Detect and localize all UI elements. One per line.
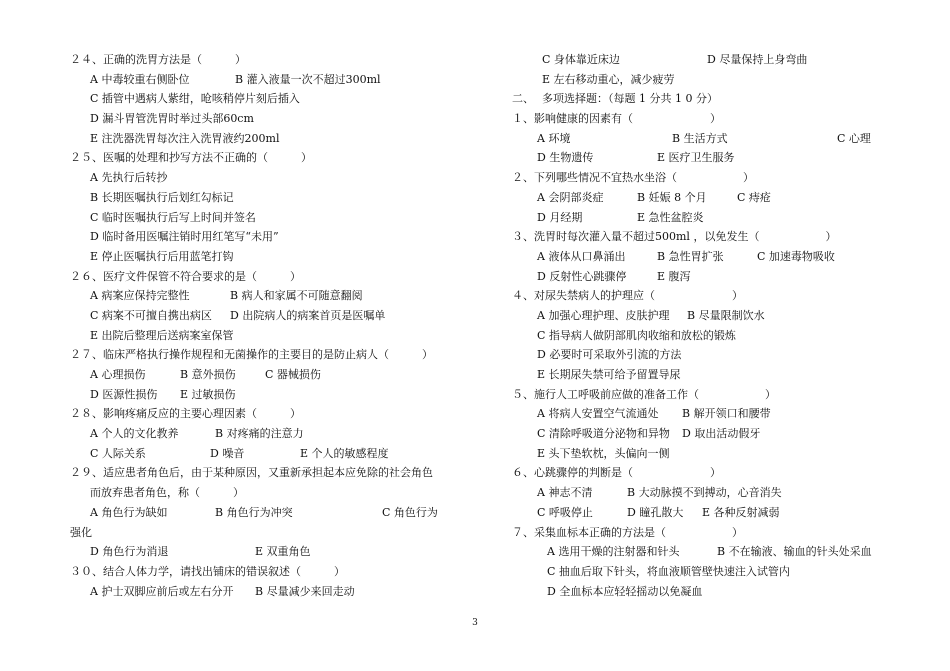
option-text: E 头下垫软枕，头偏向一侧 — [537, 446, 670, 460]
question-text: 二、 — [512, 92, 534, 106]
question-text: ２９、适应患者角色后，由于某种原因，又重新承担起本应免除的社会角色 — [70, 466, 433, 480]
option-text: E 出院后整理后送病案室保管 — [90, 328, 234, 342]
option-line — [512, 444, 902, 464]
option-text: A 神志不清 — [537, 486, 593, 500]
question-line — [512, 227, 902, 247]
option-text: C 呼吸停止 — [537, 505, 593, 519]
page-number: 3 — [472, 618, 478, 628]
question-text: ４、对尿失禁病人的护理应（ ） — [512, 289, 743, 303]
option-line — [512, 247, 902, 267]
option-line — [512, 365, 902, 385]
option-text: B 病人和家属不可随意翻阅 — [230, 289, 363, 303]
option-line — [70, 247, 470, 267]
option-line — [512, 306, 902, 326]
option-text: D 角色行为消退 — [90, 545, 169, 559]
option-line — [512, 582, 902, 602]
question-line — [70, 523, 470, 543]
option-text: A 病案应保持完整性 — [90, 289, 190, 303]
option-text: D 取出活动假牙 — [682, 427, 761, 441]
question-text: ２７、临床严格执行操作规程和无菌操作的主要目的是防止病人（ ） — [70, 348, 433, 362]
option-text: D 月经期 — [537, 210, 583, 224]
option-text: B 生活方式 — [672, 131, 728, 145]
option-text: D 临时备用医嘱注销时用红笔写“未用” — [90, 230, 279, 244]
option-text: C 心理 — [837, 131, 871, 145]
option-text: 而放弃患者角色，称（ ） — [90, 486, 244, 500]
option-text: D 噪音 — [210, 446, 245, 460]
option-text: E 双重角色 — [255, 545, 311, 559]
option-text: B 大动脉摸不到搏动，心音消失 — [627, 486, 782, 500]
option-text: B 不在输液、输血的针头处采血 — [717, 545, 872, 559]
question-line — [70, 404, 470, 424]
question-line — [70, 267, 470, 287]
option-text: A 中毒较重右侧卧位 — [90, 72, 190, 86]
option-text: B 尽量减少来回走动 — [255, 584, 355, 598]
option-text: D 瞳孔散大 — [627, 505, 684, 519]
question-line — [70, 148, 470, 168]
option-line — [70, 542, 470, 562]
option-line — [512, 188, 902, 208]
option-line — [512, 148, 902, 168]
question-text: ２８、影响疼痛反应的主要心理因素（ ） — [70, 407, 301, 421]
question-text: ２５、医嘱的处理和抄写方法不正确的（ ） — [70, 151, 312, 165]
option-line — [512, 503, 902, 523]
option-text: C 插管中遇病人紫绀，呛咳稍停片刻后插入 — [90, 92, 300, 106]
option-text: E 停止医嘱执行后用蓝笔打钩 — [90, 249, 234, 263]
right-column — [512, 50, 902, 601]
question-line — [70, 463, 470, 483]
option-line — [512, 562, 902, 582]
option-text: A 将病人安置空气流通处 — [537, 407, 659, 421]
question-text: ３、洗胃时每次灌入量不超过500ml ，以免发生（ ） — [512, 230, 837, 244]
question-text: 强化 — [70, 525, 92, 539]
option-line — [70, 503, 470, 523]
option-text: D 尽量保持上身弯曲 — [707, 53, 808, 66]
option-text: E 长期尿失禁可给予留置导尿 — [537, 368, 681, 381]
option-line — [70, 365, 470, 385]
option-text: D 出院病人的病案首页是医嘱单 — [230, 308, 386, 322]
option-line — [70, 89, 470, 109]
option-text: E 过敏损伤 — [180, 387, 236, 401]
option-text: B 灌入液量一次不超过300ml — [235, 72, 381, 86]
option-text: A 个人的文化教养 — [90, 427, 179, 441]
question-text: ６、心跳骤停的判断是（ ） — [512, 466, 721, 480]
question-line — [512, 385, 902, 405]
option-line — [70, 444, 470, 464]
option-text: D 反射性心跳骤停 — [537, 269, 627, 283]
option-text: D 必要时可采取外引流的方法 — [537, 348, 682, 362]
question-line — [512, 286, 902, 306]
option-text: B 急性胃扩张 — [657, 249, 724, 263]
option-text: C 角色行为 — [382, 505, 438, 519]
option-text: D 漏斗胃管洗胃时举过头部60cm — [90, 112, 254, 126]
option-text: B 尽量限制饮水 — [687, 308, 765, 322]
option-line — [70, 385, 470, 405]
question-text: ３０、结合人体力学，请找出铺床的错误叙述（ ） — [70, 564, 345, 578]
option-text: B 解开领口和腰带 — [682, 407, 771, 421]
left-column — [70, 50, 470, 601]
option-text: C 痔疮 — [737, 190, 771, 204]
question-text: ２、下列哪些情况不宜热水坐浴（ ） — [512, 171, 754, 185]
option-line — [70, 306, 470, 326]
option-text: C 抽血后取下针头，将血液顺管壁快速注入试管内 — [547, 564, 790, 578]
option-line — [70, 483, 470, 503]
option-text: C 病案不可擅自携出病区 — [90, 308, 212, 322]
option-line — [70, 227, 470, 247]
option-line — [512, 326, 902, 346]
option-line — [512, 50, 902, 70]
option-line — [512, 483, 902, 503]
question-text: ２４、正确的洗胃方法是（ ） — [70, 53, 246, 66]
option-line — [70, 424, 470, 444]
option-text: B 角色行为冲突 — [215, 505, 293, 519]
option-text: A 会阴部炎症 — [537, 190, 604, 204]
option-text: C 加速毒物吸收 — [757, 249, 835, 263]
question-line — [70, 50, 470, 70]
option-text: E 医疗卫生服务 — [657, 151, 735, 165]
option-text: E 左右移动重心，减少疲劳 — [542, 72, 675, 86]
option-line — [70, 168, 470, 188]
option-line — [512, 208, 902, 228]
question-line — [512, 463, 902, 483]
option-line — [512, 404, 902, 424]
option-text: C 清除呼吸道分泌物和异物 — [537, 427, 670, 441]
option-text: D 医源性损伤 — [90, 387, 158, 401]
option-text: A 心理损伤 — [90, 368, 146, 381]
option-text: D 全血标本应轻轻摇动以免凝血 — [547, 584, 703, 598]
option-text: A 环境 — [537, 131, 571, 145]
option-text: A 角色行为缺如 — [90, 505, 168, 519]
option-text: B 长期医嘱执行后划红勾标记 — [90, 190, 234, 204]
option-line — [70, 286, 470, 306]
question-line — [512, 109, 902, 129]
question-text: ５、施行人工呼吸前应做的准备工作（ ） — [512, 387, 776, 401]
question-text: ７、采集血标本正确的方法是（ ） — [512, 525, 743, 539]
question-text: ２６、医疗文件保管不符合要求的是（ ） — [70, 269, 301, 283]
option-text: B 意外损伤 — [180, 368, 236, 381]
option-text: B 对疼痛的注意力 — [215, 427, 304, 441]
option-line — [512, 267, 902, 287]
question-line — [512, 89, 902, 109]
option-line — [512, 424, 902, 444]
option-line — [512, 345, 902, 365]
question-line — [512, 168, 902, 188]
option-text: A 加强心理护理、皮肤护理 — [537, 308, 670, 322]
question-line — [70, 345, 470, 365]
question-line — [512, 523, 902, 543]
option-line — [512, 70, 902, 90]
question-text: １、影响健康的因素有（ ） — [512, 112, 721, 126]
option-text: E 个人的敏感程度 — [300, 446, 389, 460]
option-line — [70, 582, 470, 602]
option-text: E 各种反射减弱 — [702, 505, 780, 519]
option-line — [70, 70, 470, 90]
option-line — [70, 208, 470, 228]
option-line — [512, 542, 902, 562]
option-text: C 人际关系 — [90, 446, 146, 460]
option-line — [70, 188, 470, 208]
option-text: E 注洗器洗胃每次注入洗胃液约200ml — [90, 131, 280, 145]
option-text: C 身体靠近床边 — [542, 53, 620, 66]
option-text: E 急性盆腔炎 — [637, 210, 704, 224]
option-text: C 指导病人做阴部肌肉收缩和放松的锻炼 — [537, 328, 736, 342]
option-text: A 选用干燥的注射器和针头 — [547, 545, 680, 559]
option-text: A 液体从口鼻涌出 — [537, 249, 626, 263]
option-text: B 妊娠 8 个月 — [637, 190, 707, 204]
option-text: A 先执行后转抄 — [90, 171, 168, 185]
option-line — [70, 326, 470, 346]
option-text: E 腹泻 — [657, 269, 691, 283]
option-text: C 临时医嘱执行后写上时间并签名 — [90, 210, 256, 224]
option-line — [70, 129, 470, 149]
question-line — [70, 562, 470, 582]
option-line — [512, 129, 902, 149]
option-text: C 器械损伤 — [265, 368, 321, 381]
option-line — [70, 109, 470, 129]
question-text: 多项选择题：（每题 1 分共 1 0 分） — [542, 92, 718, 106]
option-text: A 护士双脚应前后或左右分开 — [90, 584, 234, 598]
option-text: D 生物遗传 — [537, 151, 594, 165]
